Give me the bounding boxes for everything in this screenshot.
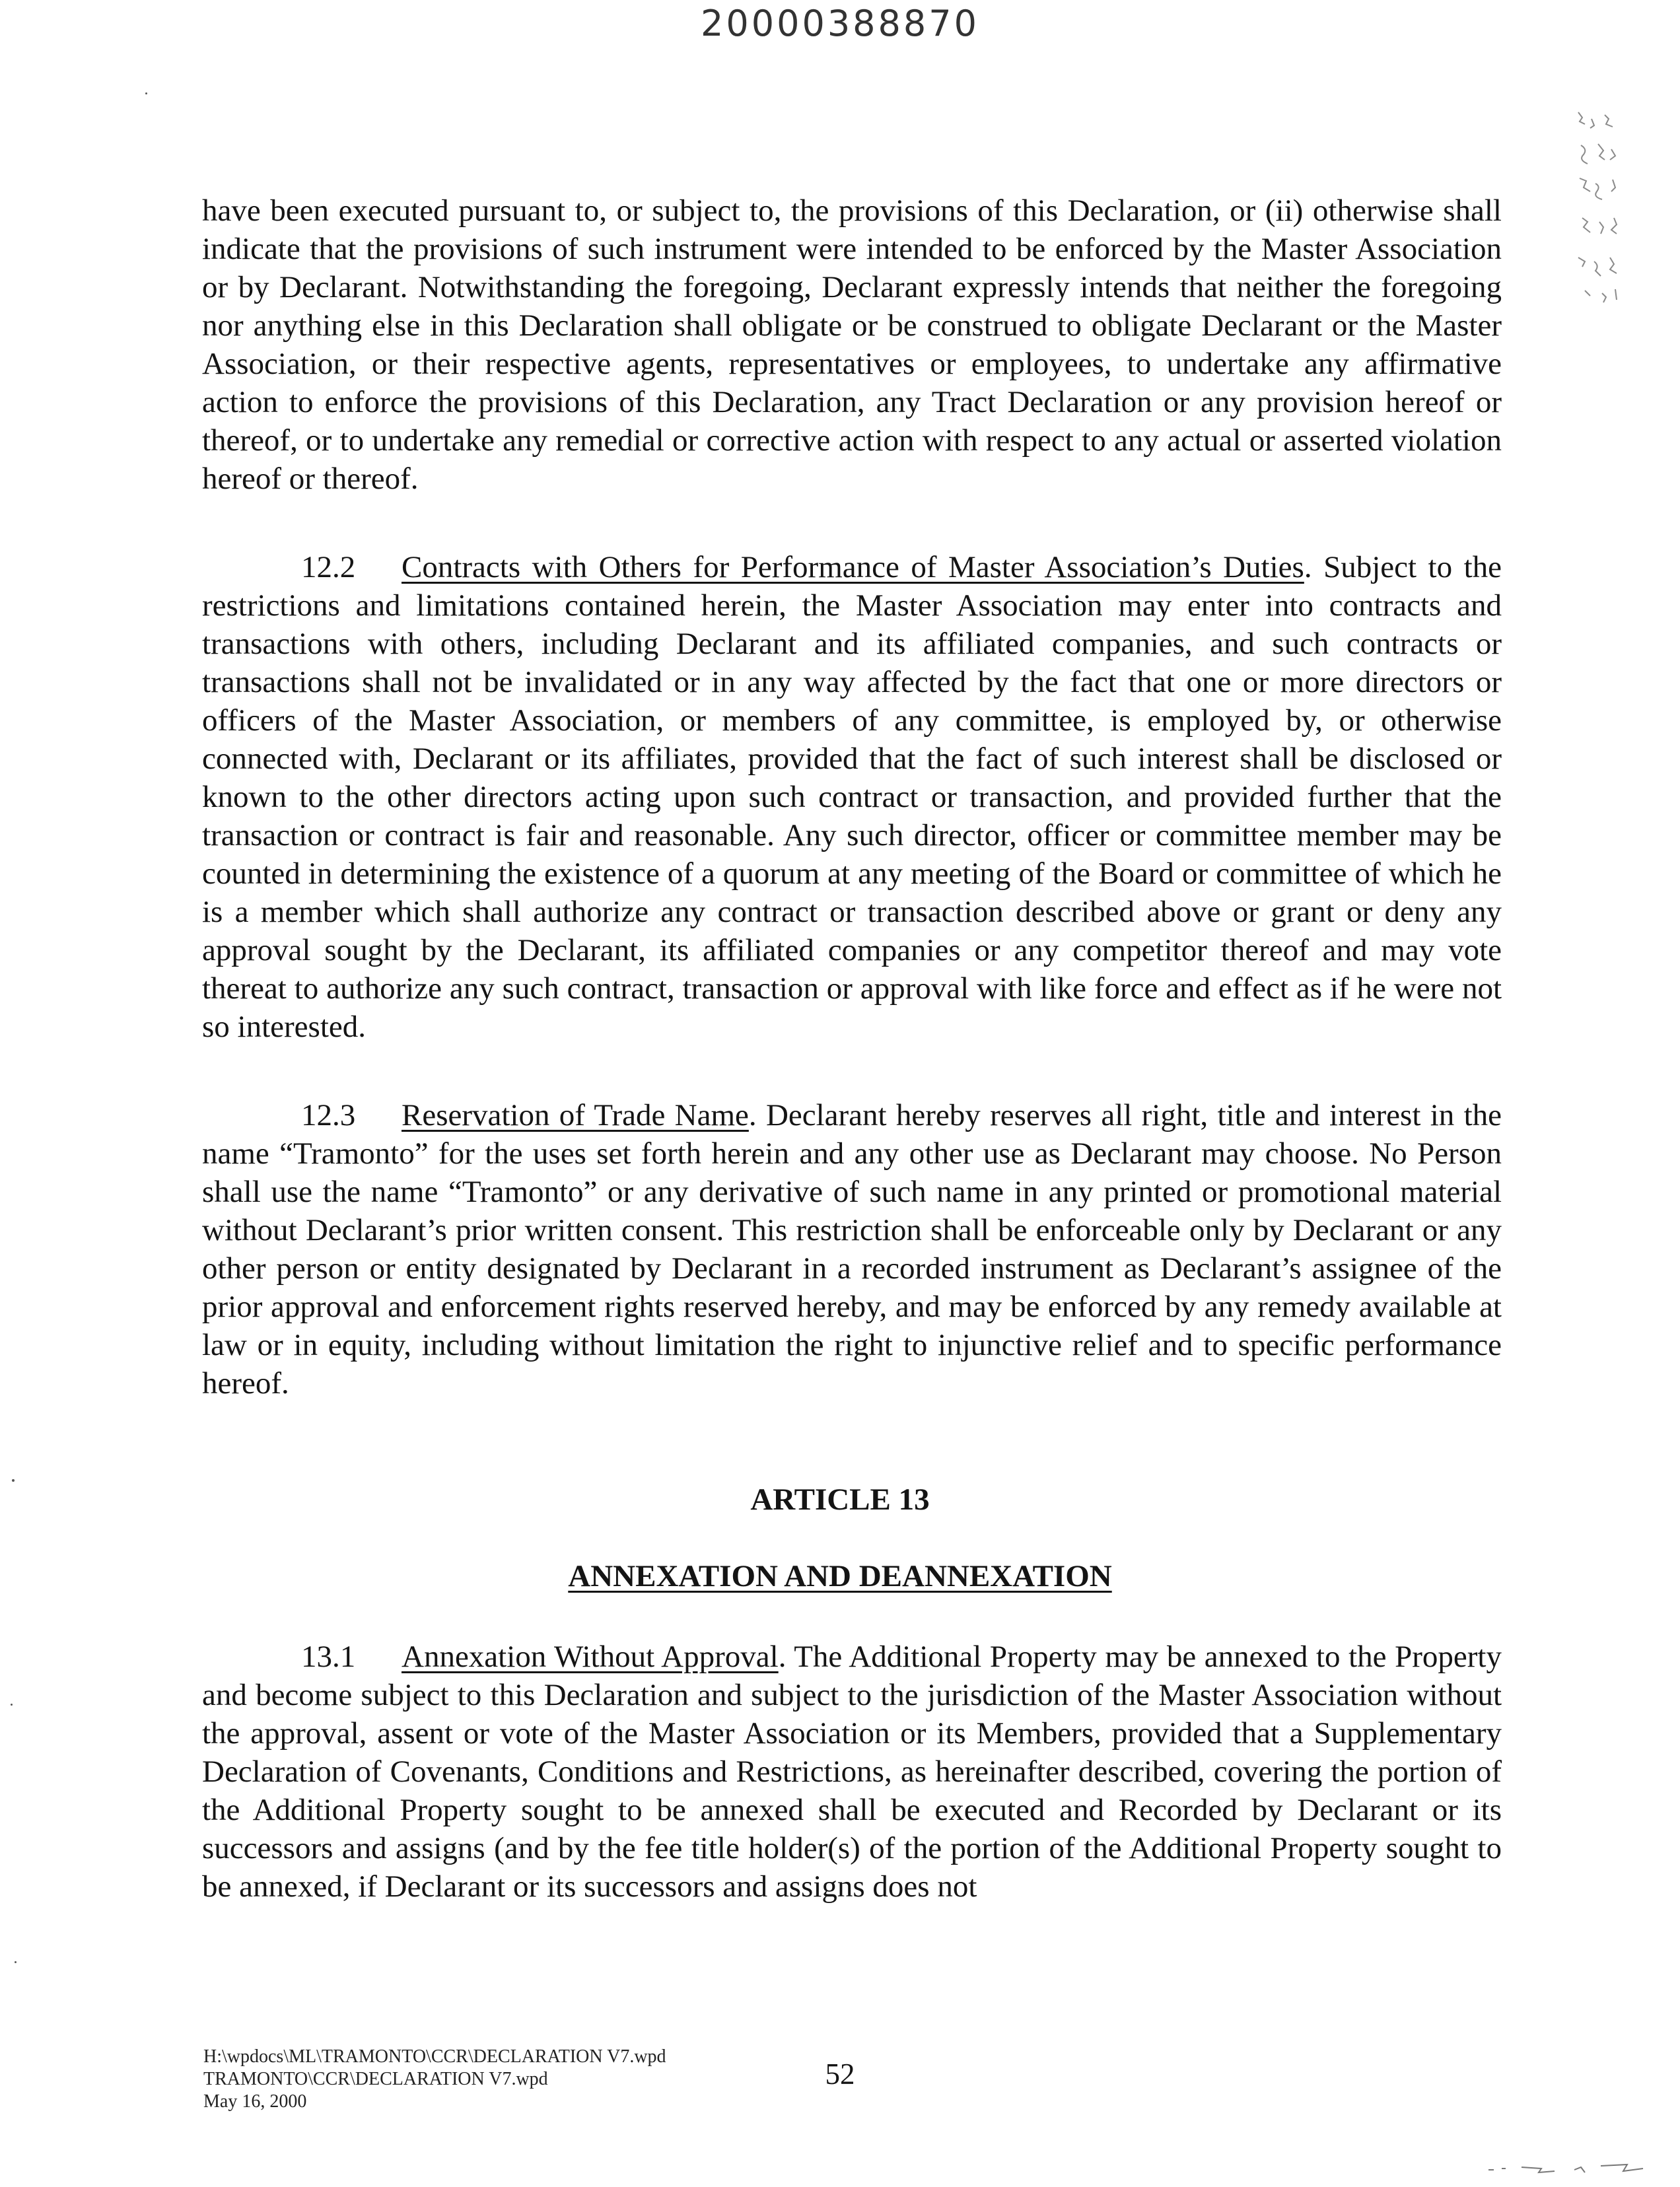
section-title: Annexation Without Approval — [402, 1640, 779, 1674]
section-body: The Additional Property may be annexed to the Property and become subject to this Declaration and subject to the jurisdiction of the Master Association without the approval, assent or vote of the Master Association or its Members, provided that a Supplementary Declaration of Covenants, Conditions and Restrictions, as hereinafter described, covering the portion of the Additional Property sought to be annexed shall be executed and Recorded by Declarant or its successors and assigns (and by the fee title holder(s) of the portion of the Additional Property sought to be annexed, if Declarant or its successors and assigns does not — [202, 1640, 1502, 1904]
footer-line: TRAMONTO\CCR\DECLARATION V7.wpd — [203, 2069, 548, 2089]
article-title-text: ANNEXATION AND DEANNEXATION — [568, 1559, 1112, 1593]
section-12-2: 12.2 Contracts with Others for Performance of Master Association’s Duties. Subject to the restrictions and limitations contained herein, the Master Association may enter into contracts and transactions with others, including Declarant and its affiliated companies, and such contracts or transactions shall not be invalidated or in any way affected by the fact that one or more directors or officers of the Master Association, or members of any committee, is employed by, or otherwise connected with, Declarant or its affiliates, provided that the fact of such interest shall be disclosed or known to the other directors acting upon such contract or transaction, and provided further that the transaction or contract is fair and reasonable. Any such director, officer or committee member may be counted in determining the existence of a quorum at any meeting of the Board or committee of which he is a member which shall authorize any contract or transaction described above or grant or deny any approval sought by the Declarant, its affiliated companies or any competitor thereof and may vote thereat to authorize any such contract, transaction or approval with like force and effect as if he were not so interested. — [202, 548, 1502, 1046]
footer-date: May 16, 2000 — [203, 2091, 307, 2112]
scan-artifact-mark — [1482, 2158, 1654, 2178]
page-number: 52 — [825, 2058, 855, 2091]
section-body: Subject to the restrictions and limitations contained herein, the Master Association may enter into contracts and transactions with others, including Declarant and its affiliated companies, and such contracts or transactions shall not be invalidated or in any way affected by the fact that one or more directors or officers of the Master Association, or members of any committee, is employed by, or otherwise connected with, Declarant or its affiliates, provided that the fact of such interest shall be disclosed or known to the other directors acting upon such contract or transaction, and provided further that the transaction or contract is fair and reasonable. Any such director, officer or committee member may be counted in determining the existence of a quorum at any meeting of the Board or committee of which he is a member which shall authorize any contract or transaction described above or grant or deny any approval sought by the Declarant, its affiliated companies or any competitor thereof and may vote thereat to authorize any such contract, transaction or approval with like force and effect as if he were not so interested. — [202, 550, 1502, 1044]
article-title — [0, 1558, 1680, 1594]
scan-speck — [11, 1704, 13, 1706]
recording-stamp-mark — [1572, 106, 1625, 310]
continuation-paragraph: have been executed pursuant to, or subject to, the provisions of this Declaration, or (ii) otherwise shall indicate that the provisions of such instrument were intended to be enforced by the Master Association or by Declarant. Notwithstanding the foregoing, Declarant expressly intends that neither the foregoing nor anything else in this Declaration shall obligate or be construed to obligate Declarant or the Master Association, or their respective agents, representatives or employees, to undertake any affirmative action to enforce the provisions of this Declaration, any Tract Declaration or any provision hereof or thereof, or to undertake any remedial or corrective action with respect to any actual or asserted violation hereof or thereof. — [202, 193, 1502, 496]
section-title: Contracts with Others for Performance of Master Association’s Duties — [402, 550, 1304, 584]
section-12-3: 12.3 Reservation of Trade Name. Declarant hereby reserves all right, title and interest in the name “Tramonto” for the uses set forth herein and any other use as Declarant may choose. No Person shall use the name “Tramonto” or any derivative of such name in any printed or promotional material without Declarant’s prior written consent. This restriction shall be enforceable only by Declarant or any other person or entity designated by Declarant in a recorded instrument as Declarant’s assignee of the prior approval and enforcement rights reserved hereby, and may be enforced by any remedy available at law or in equity, including without limitation the right to injunctive relief and to specific performance hereof. — [202, 1096, 1502, 1403]
document-number: 20000388870 — [701, 3, 979, 44]
scan-speck — [145, 92, 147, 94]
section-number: 13.1 — [301, 1640, 356, 1674]
section-body: Declarant hereby reserves all right, title and interest in the name “Tramonto” for the uses set forth herein and any other use as Declarant may choose. No Person shall use the name “Tramonto” or any derivative of such name in any printed or promotional material without Declarant’s prior written consent. This restriction shall be enforceable only by Declarant or any other person or entity designated by Declarant in a recorded instrument as Declarant’s assignee of the prior approval and enforcement rights reserved hereby, and may be enforced by any remedy available at law or in equity, including without limitation the right to injunctive relief and to specific performance hereof. — [202, 1098, 1502, 1401]
section-number: 12.2 — [301, 550, 356, 584]
section-title: Reservation of Trade Name — [402, 1098, 749, 1132]
article-label: ARTICLE 13 — [750, 1482, 930, 1517]
scan-speck — [15, 1961, 17, 1963]
footer-line: H:\wpdocs\ML\TRAMONTO\CCR\DECLARATION V7.wpd — [203, 2046, 666, 2067]
section-number: 12.3 — [301, 1098, 356, 1132]
section-13-1: 13.1 Annexation Without Approval. The Additional Property may be annexed to the Property and become subject to this Declaration and subject to the jurisdiction of the Master Association without the approval, assent or vote of the Master Association or its Members, provided that a Supplementary Declaration of Covenants, Conditions and Restrictions, as hereinafter described, covering the portion of the Additional Property sought to be annexed shall be executed and Recorded by Declarant or its successors and assigns (and by the fee title holder(s) of the portion of the Additional Property sought to be annexed, if Declarant or its successors and assigns does not — [202, 1638, 1502, 1906]
